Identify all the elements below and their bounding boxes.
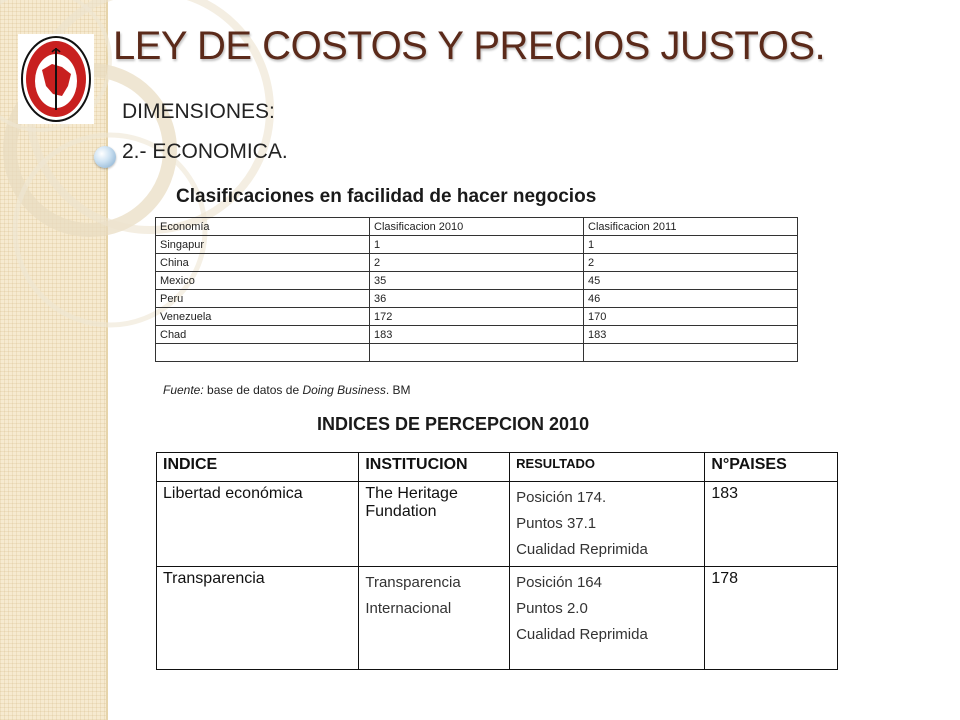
- table-cell: 170: [584, 308, 798, 326]
- header-cell-institucion: INSTITUCION: [359, 453, 510, 482]
- table-cell: China: [156, 254, 370, 272]
- table-cell: 172: [370, 308, 584, 326]
- cell-paises: 178: [705, 567, 838, 670]
- source-note: [163, 383, 411, 397]
- cell-line: Puntos 37.1: [516, 515, 597, 532]
- cell-line: The Heritage: [365, 485, 458, 502]
- header-cell: Economía: [156, 218, 370, 236]
- cell-institucion: [359, 567, 510, 670]
- organization-seal-logo: [18, 34, 94, 124]
- table-cell: Singapur: [156, 236, 370, 254]
- page-title: LEY DE COSTOS Y PRECIOS JUSTOS.: [113, 24, 826, 68]
- cell-resultado: [510, 567, 705, 670]
- table-header-row: [156, 218, 798, 236]
- table-cell: 2: [584, 254, 798, 272]
- cell-line: Cualidad Reprimida: [516, 541, 648, 558]
- perception-indices-table: [156, 452, 838, 670]
- table-row: [157, 482, 838, 567]
- table-cell: Venezuela: [156, 308, 370, 326]
- table-row: [156, 272, 798, 290]
- table-cell: [156, 344, 370, 362]
- table-cell: [370, 344, 584, 362]
- table-cell: Chad: [156, 326, 370, 344]
- table-row: [156, 308, 798, 326]
- cell-line: Cualidad Reprimida: [516, 626, 648, 643]
- table-row: [156, 290, 798, 308]
- cell-institucion: [359, 482, 510, 567]
- table1-caption: Clasificaciones en facilidad de hacer negocios: [176, 186, 597, 207]
- table2-caption: INDICES DE PERCEPCION 2010: [317, 414, 590, 434]
- cell-line: Posición 174.: [516, 489, 607, 506]
- subtitle-economica: 2.- ECONOMICA.: [122, 140, 288, 163]
- table-cell: [584, 344, 798, 362]
- table-cell: 183: [370, 326, 584, 344]
- table-cell: 183: [584, 326, 798, 344]
- cell-indice: Libertad económica: [157, 482, 359, 567]
- cell-indice: Transparencia: [157, 567, 359, 670]
- table-cell: Peru: [156, 290, 370, 308]
- source-label: Fuente:: [163, 383, 204, 397]
- cell-line: Transparencia: [365, 574, 461, 591]
- cell-resultado: [510, 482, 705, 567]
- table-cell: 1: [370, 236, 584, 254]
- table-cell: 36: [370, 290, 584, 308]
- header-cell-paises: N°PAISES: [705, 453, 838, 482]
- cell-paises: 183: [705, 482, 838, 567]
- table-row-empty: [156, 344, 798, 362]
- table-cell: 35: [370, 272, 584, 290]
- bullet-orb-icon: [94, 146, 116, 168]
- header-cell: Clasificacion 2011: [584, 218, 798, 236]
- cell-line: Internacional: [365, 600, 452, 617]
- source-text-end: . BM: [385, 383, 411, 397]
- table-cell: 1: [584, 236, 798, 254]
- rankings-table: [155, 217, 798, 362]
- table-cell: 46: [584, 290, 798, 308]
- source-text: base de datos de: [203, 383, 303, 397]
- header-cell-resultado: RESULTADO: [510, 453, 705, 482]
- subtitle-dimensiones: DIMENSIONES:: [122, 100, 275, 123]
- cell-line: Puntos 2.0: [516, 600, 588, 617]
- header-cell: Clasificacion 2010: [370, 218, 584, 236]
- source-italic: Doing Business: [302, 383, 386, 397]
- cell-line: Posición 164: [516, 574, 602, 591]
- table-header-row: [157, 453, 838, 482]
- table-row: [156, 236, 798, 254]
- cell-line: Fundation: [365, 503, 437, 520]
- table-row: [157, 567, 838, 670]
- table-cell: Mexico: [156, 272, 370, 290]
- table-cell: 2: [370, 254, 584, 272]
- table-cell: 45: [584, 272, 798, 290]
- table-row: [156, 326, 798, 344]
- header-cell-indice: INDICE: [157, 453, 359, 482]
- table-row: [156, 254, 798, 272]
